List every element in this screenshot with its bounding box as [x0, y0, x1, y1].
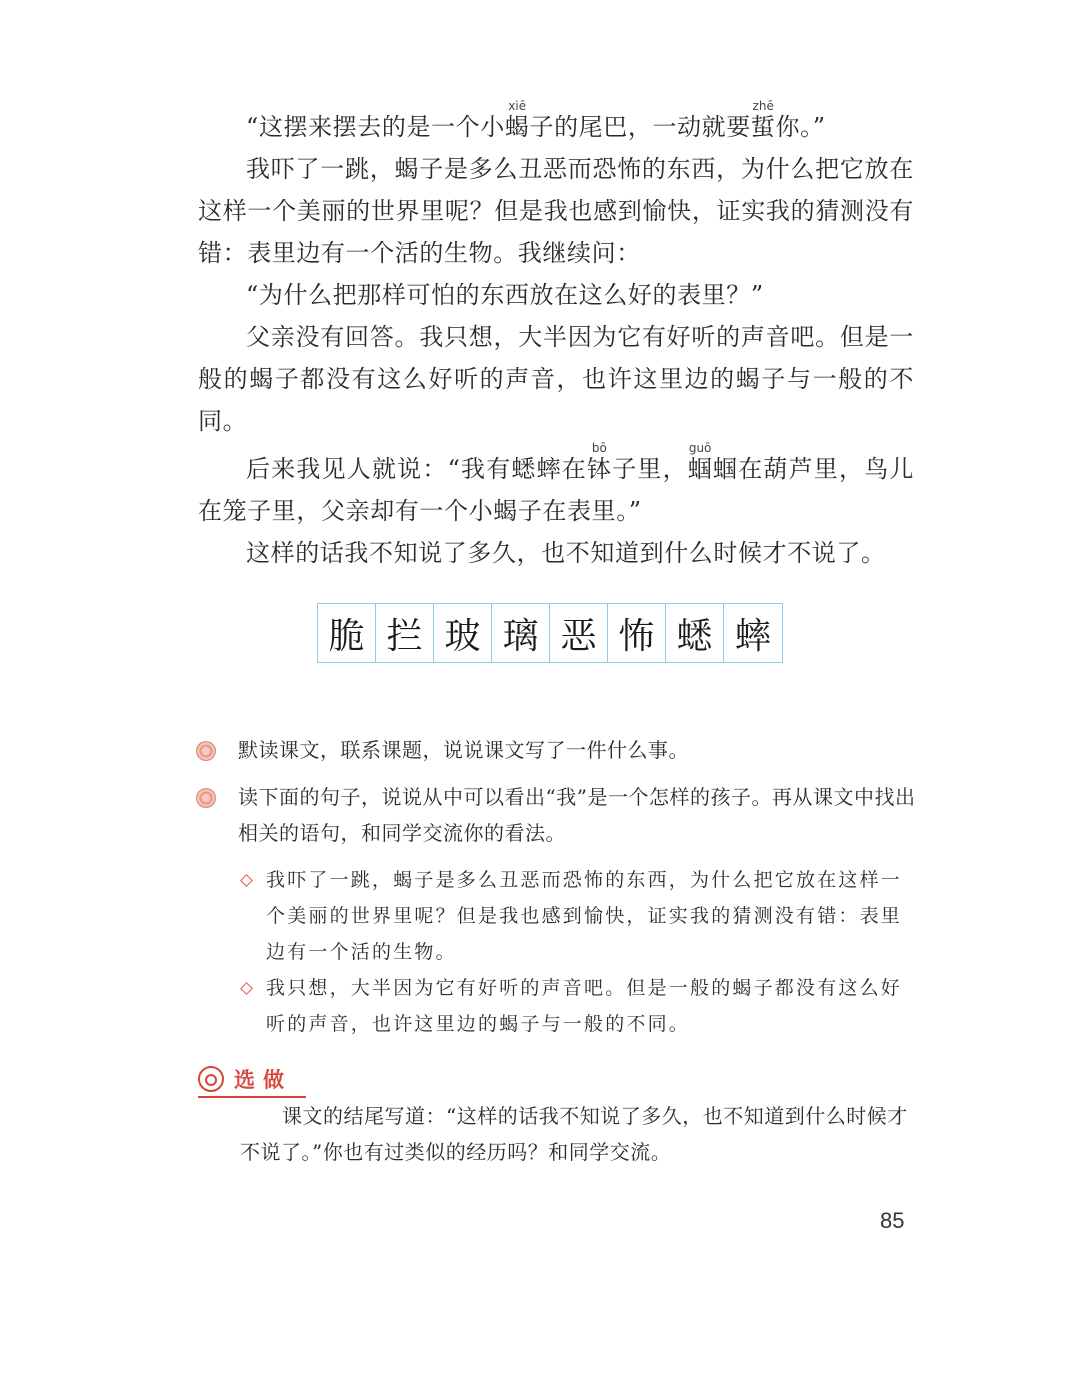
quote-1-text: 我吓了一跳，蝎子是多么丑恶而恐怖的东西，为什么把它放在这样一个美丽的世界里呢？但是我也感到愉快，证实我的猜测没有错：表里边有一个活的生物。 — [266, 869, 903, 963]
quote-2-text: 我只想，大半因为它有好听的声音吧。但是一般的蝎子都没有这么好听的声音，也许这里边的蝎子与一般的不同。 — [266, 977, 903, 1035]
optional-icon — [198, 1066, 224, 1092]
pinyin-annotation: 蜇zhē — [750, 99, 776, 141]
page-number: 85 — [880, 1208, 905, 1233]
pinyin-annotation: 蝈guō — [687, 441, 714, 483]
quote-1 — [240, 862, 916, 970]
diamond-bullet-icon — [240, 874, 253, 887]
optional-header — [198, 1064, 308, 1094]
character-cell: 拦 — [376, 604, 434, 662]
pinyin-annotation: 钵bō — [587, 441, 613, 483]
paragraph: 我吓了一跳，蝎子是多么丑恶而恐怖的东西，为什么把它放在这样一个美丽的世界里呢？但是我也感到愉快，证实我的猜测没有错：表里边有一个活的生物。我继续问： — [198, 155, 914, 267]
character-grid — [317, 603, 783, 663]
character-cell: 脆 — [318, 604, 376, 662]
exercise-1 — [196, 732, 916, 768]
character-cell: 玻 — [434, 604, 492, 662]
optional-text: 课文的结尾写道：“这样的话我不知说了多久，也不知道到什么时候才不说了。”你也有过类似的经历吗？和同学交流。 — [240, 1104, 908, 1164]
optional-label: 选做 — [234, 1068, 292, 1092]
character-cell: 蟀 — [734, 615, 771, 657]
exercise-bullet-icon — [196, 788, 216, 808]
diamond-bullet-icon — [240, 982, 253, 995]
quote-2 — [240, 970, 916, 1042]
character-cell: 怖 — [608, 604, 666, 662]
exercise-1-text: 默读课文，联系课题，说说课文写了一件什么事。 — [238, 738, 689, 762]
character-cell: 璃 — [492, 604, 550, 662]
exercise-bullet-icon — [196, 741, 216, 761]
pinyin-annotation: 蝎xiē — [504, 99, 530, 141]
character-cell: 恶 — [550, 604, 608, 662]
lesson-text — [198, 100, 914, 574]
paragraph: 父亲没有回答。我只想，大半因为它有好听的声音吧。但是一般的蝎子都没有这么好听的声音，也许这里边的蝎子与一般的不同。 — [198, 323, 914, 435]
exercise-2 — [196, 779, 916, 851]
paragraph: 后来我见人就说：“我有蟋蟀在钵bō子里，蝈guō蝈在葫芦里，鸟儿在笼子里，父亲却有一个小蝎子在表里。” — [198, 441, 914, 525]
character-cell: 蟋 — [666, 604, 724, 662]
exercise-2-text: 读下面的句子，说说从中可以看出“我”是一个怎样的孩子。再从课文中找出相关的语句，和同学交流你的看法。 — [238, 785, 916, 845]
paragraph: “这摆来摆去的是一个小蝎xiē子的尾巴，一动就要蜇zhē你。” — [246, 99, 826, 141]
paragraph: “为什么把那样可怕的东西放在这么好的表里？” — [246, 281, 764, 309]
paragraph: 这样的话我不知说了多久，也不知道到什么时候才不说了。 — [246, 539, 886, 567]
